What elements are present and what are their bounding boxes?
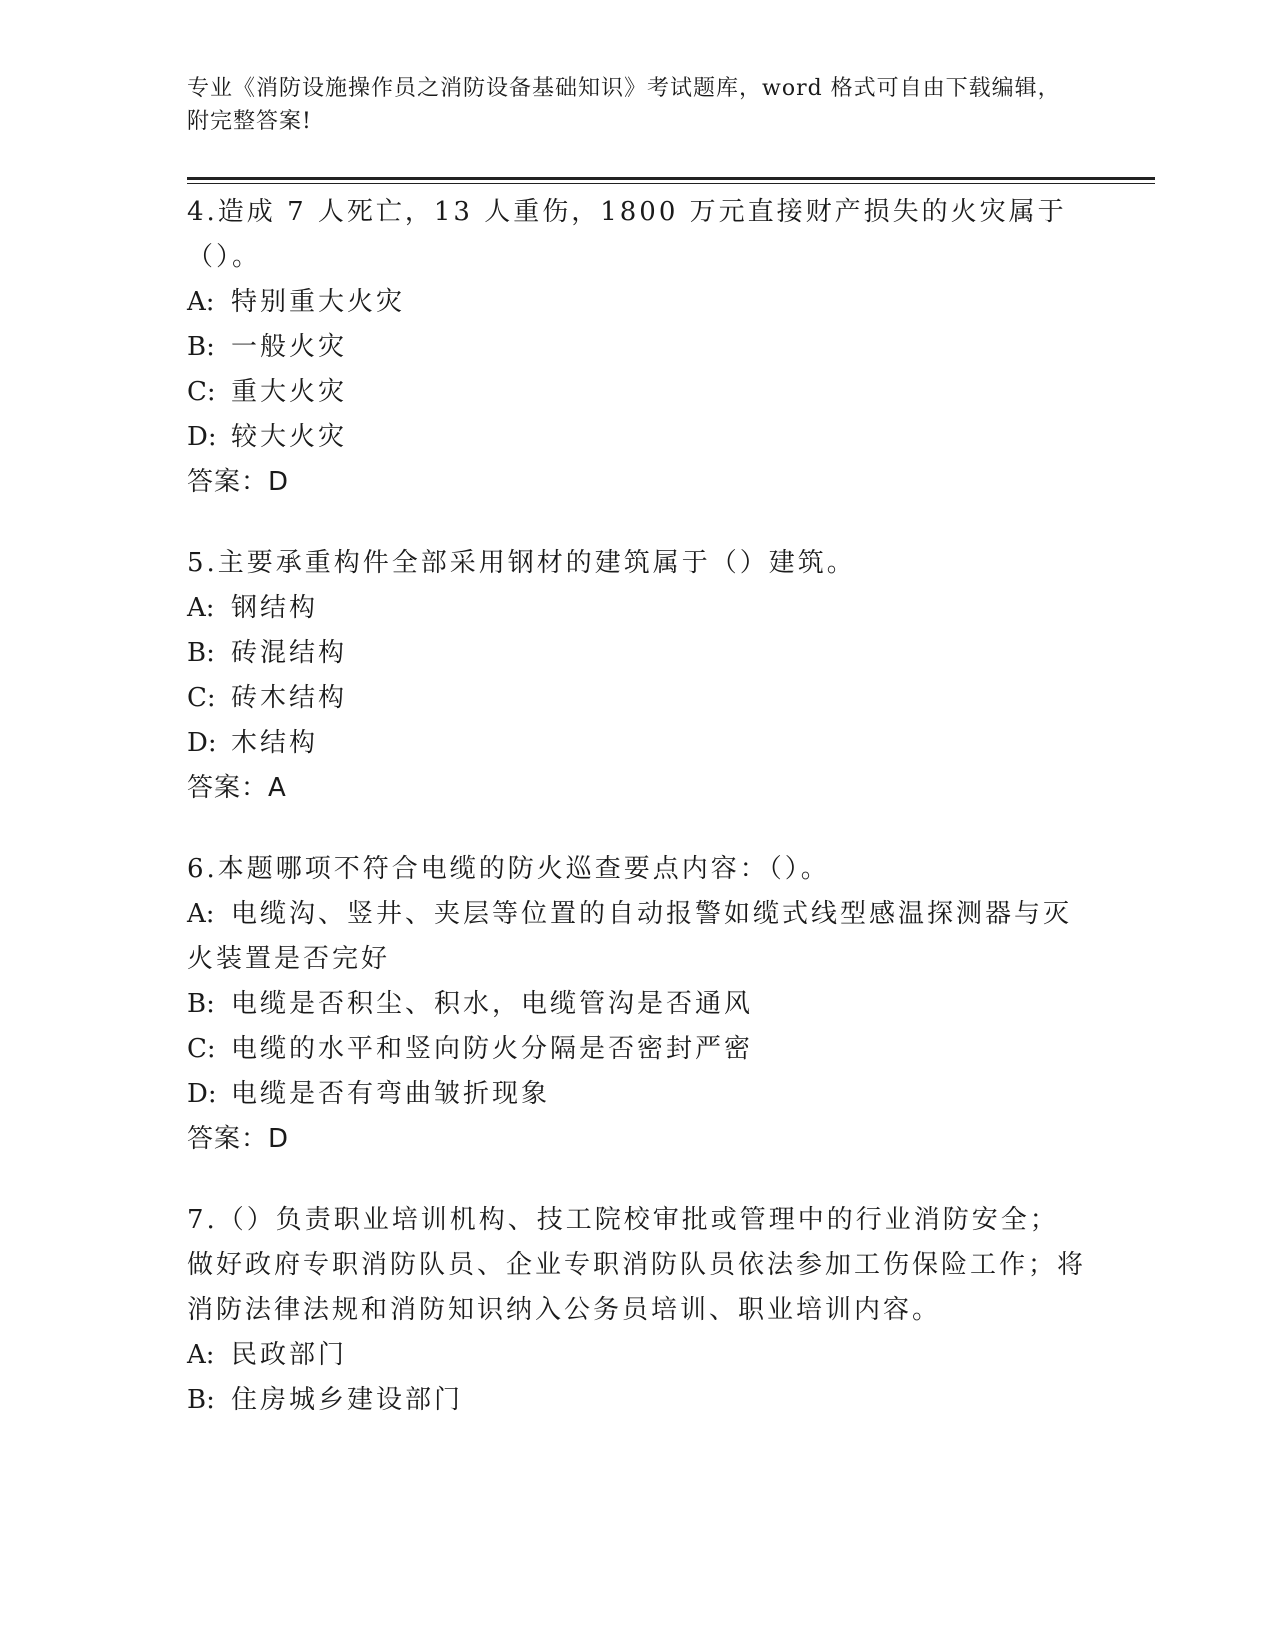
option-letter: B:: [187, 332, 215, 362]
option-letter: A:: [187, 899, 215, 929]
question-5: [187, 541, 1087, 811]
option-a: [187, 1333, 1087, 1378]
option-letter: D:: [187, 1079, 217, 1109]
option-text: 砖混结构: [231, 638, 348, 668]
option-letter: C:: [187, 1034, 216, 1064]
answer-line: 答案：A: [187, 773, 287, 803]
option-d: [187, 1072, 1087, 1117]
option-letter: C:: [187, 683, 216, 713]
option-text: 特别重大火灾: [231, 287, 406, 317]
option-letter: C:: [187, 377, 216, 407]
option-letter: B:: [187, 989, 215, 1019]
question-list: [187, 190, 1087, 1459]
option-d: [187, 415, 1087, 460]
option-text: 电缆是否积尘、积水，电缆管沟是否通风: [231, 989, 754, 1019]
option-text: 住房城乡建设部门: [231, 1385, 464, 1415]
option-b: [187, 1378, 1087, 1423]
option-c: [187, 370, 1087, 415]
option-a: [187, 892, 1087, 982]
document-header: 专业《消防设施操作员之消防设备基础知识》考试题库，word 格式可自由下载编辑，附完整答案!: [187, 76, 1061, 134]
option-b: [187, 982, 1087, 1027]
question-7: [187, 1198, 1087, 1423]
option-letter: A:: [187, 593, 215, 623]
option-letter: A:: [187, 1340, 215, 1370]
question-text: 6.本题哪项不符合电缆的防火巡查要点内容：（）。: [187, 854, 830, 884]
option-text: 电缆的水平和竖向防火分隔是否密封严密: [231, 1034, 754, 1064]
option-d: [187, 721, 1087, 766]
question-text: 7.（）负责职业培训机构、技工院校审批或管理中的行业消防安全；做好政府专职消防队员、企业专职消防队员依法参加工伤保险工作；将消防法律法规和消防知识纳入公务员培训、职业培训内容。: [187, 1205, 1087, 1325]
answer-line: 答案：D: [187, 467, 290, 497]
option-c: [187, 676, 1087, 721]
option-text: 电缆沟、竖井、夹层等位置的自动报警如缆式线型感温探测器与灭火装置是否完好: [187, 899, 1073, 974]
header-divider-thin: [187, 183, 1155, 184]
question-4: [187, 190, 1087, 505]
option-a: [187, 280, 1087, 325]
option-text: 电缆是否有弯曲皱折现象: [231, 1079, 551, 1109]
option-b: [187, 631, 1087, 676]
option-letter: D:: [187, 728, 217, 758]
option-text: 砖木结构: [231, 683, 348, 713]
header-divider-thick: [187, 177, 1155, 180]
question-text: 5.主要承重构件全部采用钢材的建筑属于（）建筑。: [187, 548, 856, 578]
question-text: 4.造成 7 人死亡，13 人重伤，1800 万元直接财产损失的火灾属于（）。: [187, 197, 1067, 272]
option-text: 民政部门: [231, 1340, 348, 1370]
option-text: 一般火灾: [231, 332, 348, 362]
option-text: 木结构: [231, 728, 319, 758]
option-c: [187, 1027, 1087, 1072]
question-6: [187, 847, 1087, 1162]
option-letter: B:: [187, 1385, 215, 1415]
option-letter: D:: [187, 422, 217, 452]
option-text: 重大火灾: [231, 377, 348, 407]
option-letter: A:: [187, 287, 215, 317]
answer-line: 答案：D: [187, 1124, 290, 1154]
option-letter: B:: [187, 638, 215, 668]
option-b: [187, 325, 1087, 370]
option-a: [187, 586, 1087, 631]
option-text: 较大火灾: [231, 422, 348, 452]
option-text: 钢结构: [231, 593, 319, 623]
